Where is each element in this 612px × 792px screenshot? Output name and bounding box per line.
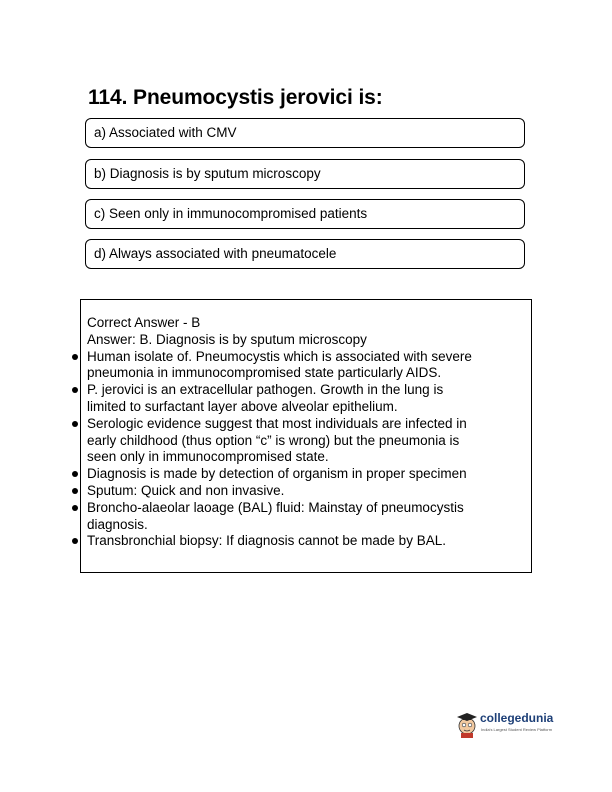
bullet-icon: [72, 387, 78, 393]
explanation-list: [87, 349, 517, 551]
bullet-icon: [72, 538, 78, 544]
list-item: Broncho-alaeolar laoage (BAL) fluid: Mainstay of pneumocystis diagnosis.: [87, 500, 517, 534]
graduate-mascot-icon: [455, 710, 479, 738]
option-b[interactable]: b) Diagnosis is by sputum microscopy: [85, 159, 525, 189]
collegedunia-logo[interactable]: [455, 708, 555, 740]
correct-answer-label: Correct Answer - B: [87, 315, 201, 330]
bullet-icon: [72, 421, 78, 427]
bullet-icon: [72, 471, 78, 477]
logo-tagline: India's Largest Student Review Platform: [481, 727, 553, 732]
option-c[interactable]: c) Seen only in immunocompromised patients: [85, 199, 525, 229]
answer-statement: Answer: B. Diagnosis is by sputum microscopy: [87, 331, 367, 347]
answer-explanation: [87, 315, 517, 550]
question-title: 114. Pneumocystis jerovici is:: [88, 86, 383, 109]
list-item: Serologic evidence suggest that most individuals are infected in early childhood (thus option “c” is wrong) but the pneumonia is seen only in immunocompromised state.: [87, 416, 517, 466]
logo-name: collegedunia: [480, 711, 554, 725]
option-d[interactable]: d) Always associated with pneumatocele: [85, 239, 525, 269]
list-item: Transbronchial biopsy: If diagnosis cannot be made by BAL.: [87, 533, 517, 550]
bullet-icon: [72, 505, 78, 511]
bullet-icon: [72, 354, 78, 360]
list-item: Sputum: Quick and non invasive.: [87, 483, 517, 500]
list-item: Human isolate of. Pneumocystis which is associated with severe pneumonia in immunocompromised state particularly AIDS.: [87, 349, 517, 383]
bullet-icon: [72, 488, 78, 494]
list-item: P. jerovici is an extracellular pathogen. Growth in the lung is limited to surfactant layer above alveolar epithelium.: [87, 382, 517, 416]
list-item: Diagnosis is made by detection of organism in proper specimen: [87, 466, 517, 483]
option-a[interactable]: a) Associated with CMV: [85, 118, 525, 148]
